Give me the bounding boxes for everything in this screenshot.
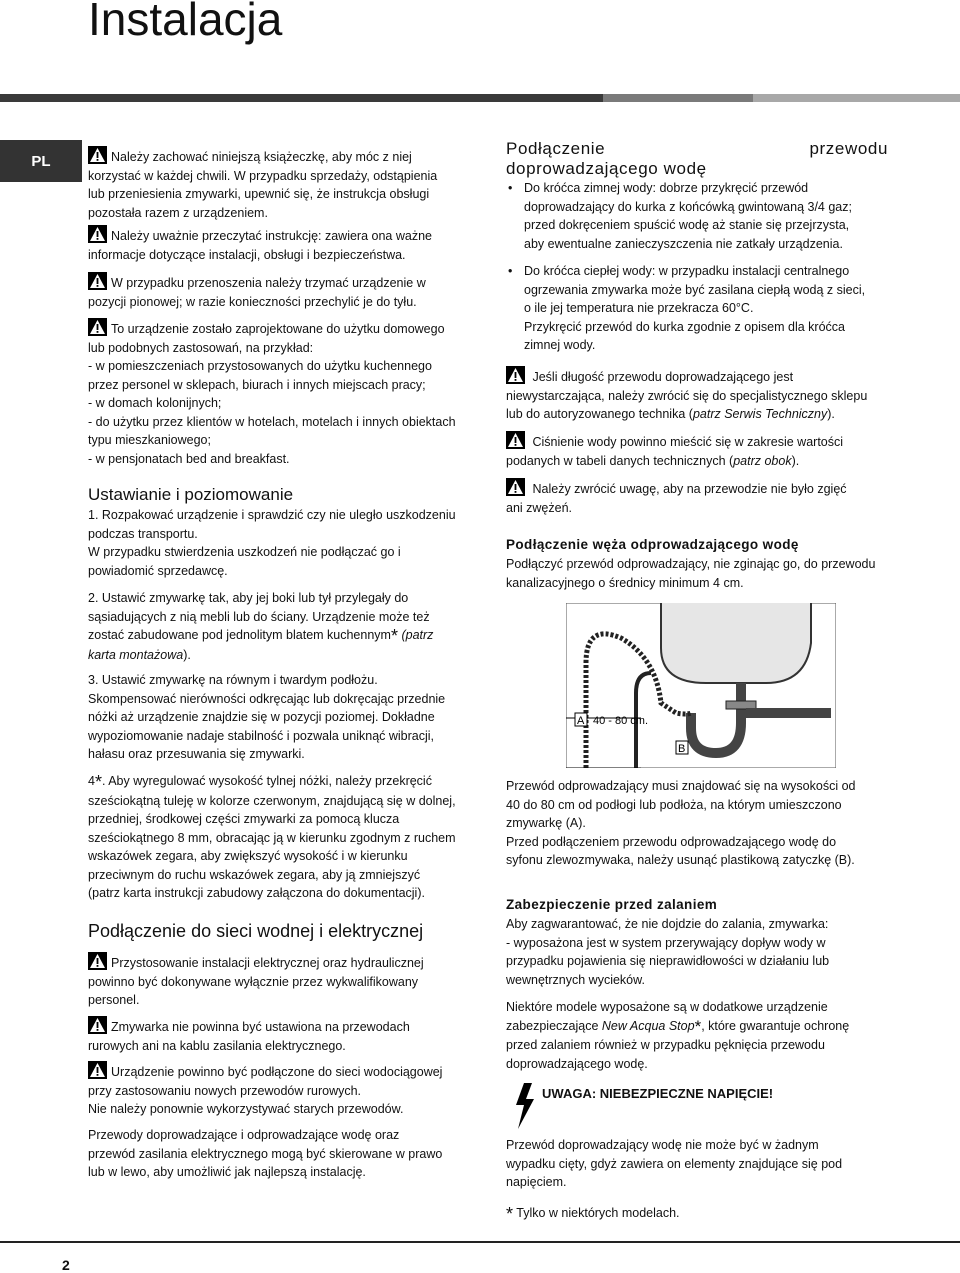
warning-icon [88,952,107,970]
label-range: 40 - 80 cm. [593,715,649,727]
bullet-hot-water: • Do króćca ciepłej wody: w przypadku instalacji centralnego ogrzewania zmywarka może być zasilana ciepłą wodą z sieci, o ile jej temperatura nie przekracza 60°C. Przykręcić przewód do kurka zgodnie z opisem dla króćca zimnej wody. [508,264,866,352]
step-2: 2. Ustawić zmywarkę tak, aby jej boki lub tył przylegały do sąsiadujących z nią mebli lub do ściany. Urządzenie może też zostać zabudowane pod jednolitym blatem kuchennym* (patrz karta montażowa). [88,591,434,662]
heading-leveling: Ustawianie i poziomowanie [88,485,294,504]
note-transport: W przypadku przenoszenia należy trzymać urządzenie w pozycji pionowej; w razie konieczności przechylić je do tyłu. [88,272,469,311]
footnote: * Tylko w niektórych modelach. [506,1204,680,1224]
note-new-hoses: Urządzenie powinno być podłączone do sieci wodociągowej przy zastosowaniu nowych przewodów rurowych. Nie należy ponownie wykorzystywać starych przewodów. [88,1061,469,1119]
warning-icon [88,1016,107,1034]
warning-icon [88,272,107,290]
warning-icon [88,318,107,336]
heading-water-supply: Podłączenie przewodu doprowadzającego wodę [506,139,888,178]
note-read-instructions: Należy uważnie przeczytać instrukcję: zawiera ona ważne informacje dotyczące instalacji, obsługi i bezpieczeństwa. [88,225,469,264]
step-4: 4*. Aby wyregulować wysokość tylnej nóżki, należy przekręcić sześciokątną tuleję w kolorze czerwonym, znajdującą się w dolnej, przedniej, środkowej części zmywarki za pomocą klucza sześciokątnego 8 mm, obracając ją w kierunku zgodnym z ruchem wskazówek zegara, aby zwiększyć wysokość i w kierunku przeciwnym do ruchu wskazówek zegara, aby ją zmniejszyć (patrz karta instrukcji zabudowy załączona do dokumentacji). [88,772,456,900]
warning-icon [506,431,525,449]
drain-text-1: Podłączyć przewód odprowadzający, nie zginając go, do przewodu kanalizacyjnego o średnicy minimum 4 cm. [506,557,876,590]
note-no-pipes: Zmywarka nie powinna być ustawiona na przewodach rurowych ani na kablu zasilania elektrycznego. [88,1016,469,1055]
page-number: 2 [62,1257,70,1273]
header-band-light [753,94,960,102]
warning-icon [88,1061,107,1079]
siphon-nut [726,701,756,709]
page-title: Instalacja [88,0,283,45]
note-keep-manual: Należy zachować niniejszą książeczkę, aby móc z niej korzystać w każdej chwili. W przypadku sprzedaży, odstąpienia lub przeniesienia zmywarki, upewnić się, że instrukcja obsługi pozostała razem z urządzeniem. [88,146,469,222]
header-band [0,94,960,102]
language-tab: PL [0,140,82,182]
footer-rule [0,1241,960,1243]
header-band-mid [603,94,753,102]
flood-text-1: Aby zagwarantować, że nie dojdzie do zalania, zmywarka: - wyposażona jest w system przerywający dopływ wody w przypadku pojawienia się nieprawidłowości w działaniu lub wewnętrznych wycieków. [506,917,830,987]
electric-hose-text: Przewód doprowadzający wodę nie może być w żadnym wypadku cięty, gdyż zawiera on elementy znajdujące się pod napięciem. [506,1138,843,1189]
sink-basin [661,603,811,683]
warning-icon [88,225,107,243]
note-hose-length: Jeśli długość przewodu doprowadzającego jest niewystarczająca, należy zwrócić się do specjalistycznego sklepu lub do autoryzowanego technika (patrz Serwis Techniczny). [506,366,888,424]
drain-diagram [566,603,836,768]
flood-text-2: Niektóre modele wyposażone są w dodatkowe urządzenie zabezpieczające New Acqua Stop*, które gwarantuje ochronę przed zalaniem również w przypadku pęknięcia przewodu doprowadzającego wodę. [506,1000,850,1071]
label-b: B [678,743,686,755]
heading-connection: Podłączenie do sieci wodnej i elektrycznej [88,921,424,941]
bullet-cold-water: • Do króćca zimnej wody: dobrze przykręcić przewód doprowadzający do kurka z końcówką gwintowaną 3/4 gaz; przed dokręceniem spuścić wodę aż stanie się przejrzysta, aby ewentualne zanieczyszczenia nie zatkały urządzenia. [508,181,852,251]
header-band-dark [0,94,603,102]
note-qualified-staff: Przystosowanie instalacji elektrycznej oraz hydraulicznej powinno być dokonywane wyłącznie przez wykwalifikowany personel. [88,952,469,1010]
warning-icon [506,366,525,384]
drain-text-2: Przewód odprowadzający musi znajdować się na wysokości od 40 do 80 cm od podłogi lub podłoża, na którym umieszczono zmywarkę (A). Przed podłączeniem przewodu odprowadzającego wodę do syfonu zlewozmywaka, należy usunąć plastikową zatyczkę (B). [506,779,856,867]
warning-icon [506,478,525,496]
step-1: 1. Rozpakować urządzenie i sprawdzić czy nie uległo uszkodzeniu podczas transportu. W przypadku stwierdzenia uszkodzeń nie podłączać go i powiadomić sprzedawcę. [88,508,456,578]
note-hose-direction: Przewody doprowadzające i odprowadzające wodę oraz przewód zasilania elektrycznego mogą być skierowane w prawo lub w lewo, aby umożliwić jak najlepszą instalację. [88,1128,443,1179]
step-3: 3. Ustawić zmywarkę na równym i twardym podłożu. Skompensować nierówności odkręcając lub dokręcając przednie nóżki aż urządzenie znajdzie się w pozycji poziomej. Dokładne wypoziomowanie nadaje stabilność i pozwala uniknąć wibracji, hałasu oraz przesuwania się zmywarki. [88,673,446,761]
danger-voltage-label: UWAGA: NIEBEZPIECZNE NAPIĘCIE! [542,1086,774,1101]
heading-flood-protection: Zabezpieczenie przed zalaniem [506,897,718,912]
note-no-kinks: Należy zwrócić uwagę, aby na przewodzie nie było zgięć ani zwężeń. [506,478,888,517]
label-a: A [577,715,585,727]
lightning-icon [512,1083,538,1131]
warning-icon [88,146,107,164]
note-household-use: To urządzenie zostało zaprojektowane do użytku domowego lub podobnych zastosowań, na przykład: - w pomieszczeniach przystosowanych do użytku kuchennego przez personel w sklepach, biurach i innych miejscach pracy; - w domach kolonijnych; - do użytku przez klientów w hotelach, motelach i innych obiektach typu mieszkaniowego; - w pensjonatach bed and breakfast. [88,318,469,468]
note-water-pressure: Ciśnienie wody powinno mieścić się w zakresie wartości podanych w tabeli danych technicznych (patrz obok). [506,431,888,470]
heading-drain-hose: Podłączenie węża odprowadzającego wodę [506,537,799,552]
